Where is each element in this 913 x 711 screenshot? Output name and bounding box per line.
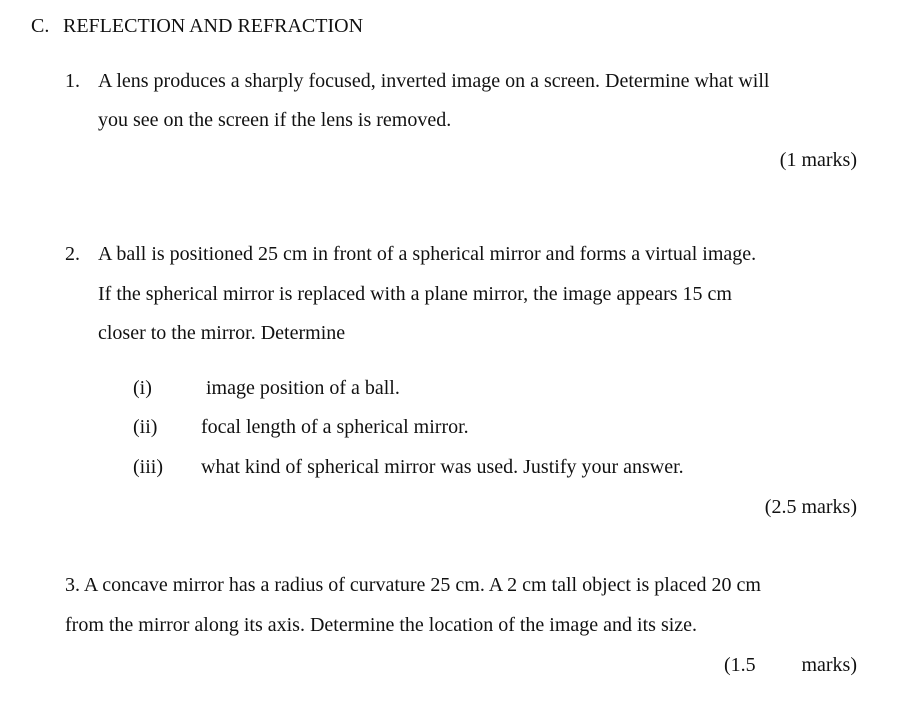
- marks-word: marks): [801, 654, 857, 676]
- question-number: 1.: [65, 70, 80, 92]
- subpart-text: what kind of spherical mirror was used. Justify your answer.: [201, 456, 684, 478]
- question-text-line: 3. A concave mirror has a radius of curvature 25 cm. A 2 cm tall object is placed 20 cm: [65, 574, 761, 596]
- subpart-text: focal length of a spherical mirror.: [201, 416, 469, 438]
- subpart-label: (ii): [133, 416, 158, 438]
- question-text-line: from the mirror along its axis. Determine the location of the image and its size.: [65, 614, 698, 636]
- question-text-line: A ball is positioned 25 cm in front of a spherical mirror and forms a virtual image.: [98, 243, 757, 265]
- marks-label: (1 marks): [779, 149, 857, 171]
- question-text-line: If the spherical mirror is replaced with a plane mirror, the image appears 15 cm: [98, 283, 732, 305]
- question-text-line: A lens produces a sharply focused, inverted image on a screen. Determine what will: [98, 70, 770, 92]
- subpart-text: image position of a ball.: [206, 377, 400, 399]
- section-title: REFLECTION AND REFRACTION: [63, 15, 364, 37]
- marks-value: (1.5: [724, 654, 756, 676]
- question-text-line: closer to the mirror. Determine: [98, 322, 346, 344]
- subpart-label: (i): [133, 377, 152, 399]
- marks-label: (2.5 marks): [764, 496, 857, 518]
- question-text-line: you see on the screen if the lens is removed.: [98, 109, 452, 131]
- subpart-label: (iii): [133, 456, 163, 478]
- section-label: C.: [31, 15, 50, 37]
- question-number: 2.: [65, 243, 80, 265]
